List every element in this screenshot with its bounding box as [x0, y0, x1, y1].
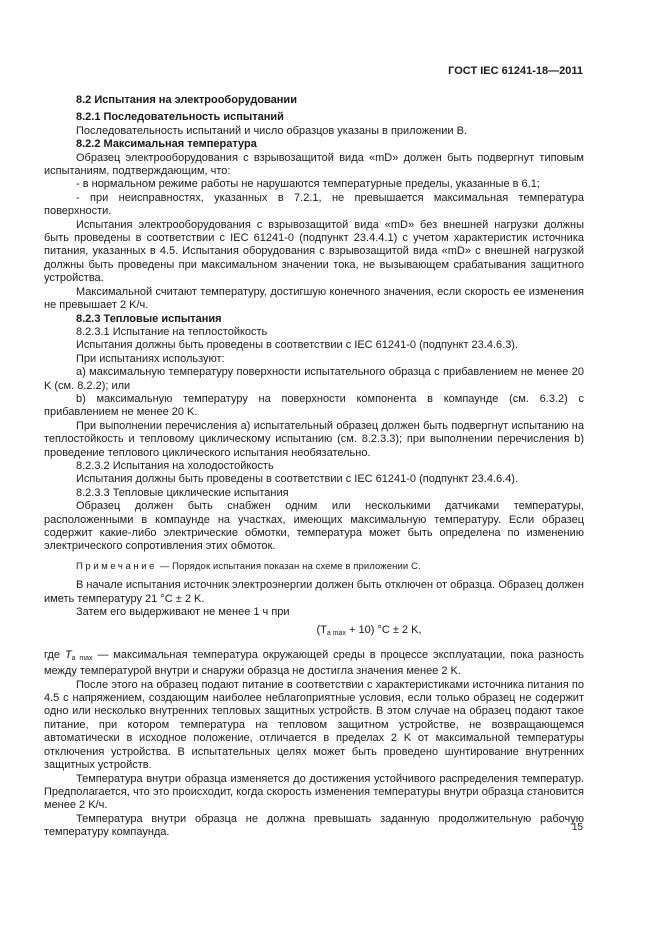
- section-8-2-3-title: 8.2.3 Тепловые испытания: [76, 312, 222, 325]
- subsection-8-2-3-1-title: 8.2.3.1 Испытание на теплостойкость: [76, 325, 268, 338]
- formula-symbol: (T: [316, 624, 327, 637]
- list-item: a) максимальную температуру поверхности испытательного образца с прибавлением не менее 20 K (см. 8.2.2); или: [44, 366, 584, 392]
- paragraph: Последовательность испытаний и число образцов указаны в приложении В.: [76, 124, 467, 137]
- paragraph: Образец электрооборудования с взрывозащитой вида «mD» должен быть подвергнут типовым испытаниям, подтверждающим, что:: [44, 151, 584, 178]
- paragraph: Испытания должны быть проведены в соответствии с IEC 61241-0 (подпункт 23.4.6.4).: [76, 473, 519, 486]
- document-body: [44, 94, 584, 840]
- paragraph: Образец должен быть снабжен одним или несколькими датчиками температуры, расположенными в компаунде на участках, имеющих максимальную температуру. Если образец содержит какие-либо электрические обмотки, температура может быть определена по изменению электрического сопротивления этих обмоток.: [44, 500, 584, 553]
- paragraph: Температура внутри образца не должна превышать заданную продолжительную рабочую температуру компаунда.: [44, 812, 584, 839]
- formula: [44, 624, 584, 640]
- formula-explanation: [44, 649, 584, 679]
- standard-number: ГОСТ IEC 61241-18—2011: [448, 65, 583, 77]
- note-label: Примечание: [76, 560, 157, 572]
- paragraph: Максимальной считают температуру, достигшую конечного значения, если скорость ее изменения не превышает 2 K/ч.: [44, 285, 584, 312]
- formula-rest: + 10) °C ± 2 K,: [345, 624, 422, 637]
- paragraph: При выполнении перечисления а) испытательный образец должен быть подвергнут испытанию на теплостойкость и тепловому циклическому испытанию (см. 8.2.3.3); при выполнении перечисления b) проведение теплового циклического испытания необязательно.: [44, 419, 584, 459]
- paragraph: Испытания должны быть проведены в соответствии с IEC 61241-0 (подпункт 23.4.6.3).: [76, 339, 519, 352]
- paragraph: В начале испытания источник электроэнергии должен быть отключен от образца. Образец должен иметь температуру 21 °C ± 2 K.: [44, 579, 584, 605]
- where-text: — максимальная температура окружающей среды в процессе эксплуатации, пока разность между температурой внутри и снаружи образца не достигла значения менее 2 K.: [44, 648, 584, 678]
- where-lead: где: [44, 648, 65, 661]
- subsection-8-2-3-3-title: 8.2.3.3 Тепловые циклические испытания: [76, 486, 289, 499]
- formula-subscript: a max: [326, 630, 346, 638]
- subsection-8-2-3-2-title: 8.2.3.2 Испытания на холодостойкость: [76, 459, 274, 472]
- section-8-2-2-title: 8.2.2 Максимальная температура: [76, 138, 257, 151]
- note: [44, 560, 584, 573]
- list-item: b) максимальную температуру на поверхности компонента в компаунде (см. 6.3.2) с прибавлением не менее 20 K.: [44, 392, 584, 419]
- paragraph: Испытания электрооборудования с взрывозащитой вида «mD» без внешней нагрузки должны быть проведены в соответствии с IEC 61241-0 (подпункт 23.4.4.1) с учетом характеристик источника питания, указанных в 4.5. Испытания оборудования с взрывозащитой вида «mD» с внешней нагрузкой должны быть проведены при максимальном значении тока, не вызывающем срабатывания защитного устройства.: [44, 218, 584, 285]
- list-item: - при неисправностях, указанных в 7.2.1, не превышается максимальная температура поверхности.: [44, 191, 584, 218]
- section-8-2-title: 8.2 Испытания на электрооборудовании: [76, 94, 297, 106]
- paragraph: После этого на образец подают питание в соответствии с характеристиками источника питания по 4.5 с напряжением, создающим наиболее неблагоприятные условия, если только образец не содержит одно или несколько внутренних тепловых защитных устройств. В этом случае на образец подают такое питание, при котором температура на тепловом защитном устройстве, не возвращающемся автоматически в исходное положение, отличается в пределах 2 K от максимальной температуры отключения устройства. В испытательных целях может быть проведено шунтирование внутренних защитных устройств.: [44, 678, 584, 772]
- paragraph: Затем его выдерживают не менее 1 ч при: [76, 606, 290, 619]
- paragraph: При испытаниях используют:: [76, 352, 225, 365]
- section-8-2-1-title: 8.2.1 Последовательность испытаний: [76, 111, 284, 124]
- list-item: - в нормальном режиме работы не нарушаются температурные пределы, указанные в 6.1;: [76, 178, 540, 191]
- where-symbol: T: [64, 648, 72, 661]
- paragraph: Температура внутри образца изменяется до достижения устойчивого распределения температур. Предполагается, что это происходит, когда скорость изменения температуры внутри образца становится менее 2 K/ч.: [44, 772, 584, 812]
- note-text: — Порядок испытания показан на схеме в приложении С.: [157, 560, 421, 572]
- page-number: 15: [571, 822, 583, 833]
- where-subscript: a max: [71, 654, 93, 662]
